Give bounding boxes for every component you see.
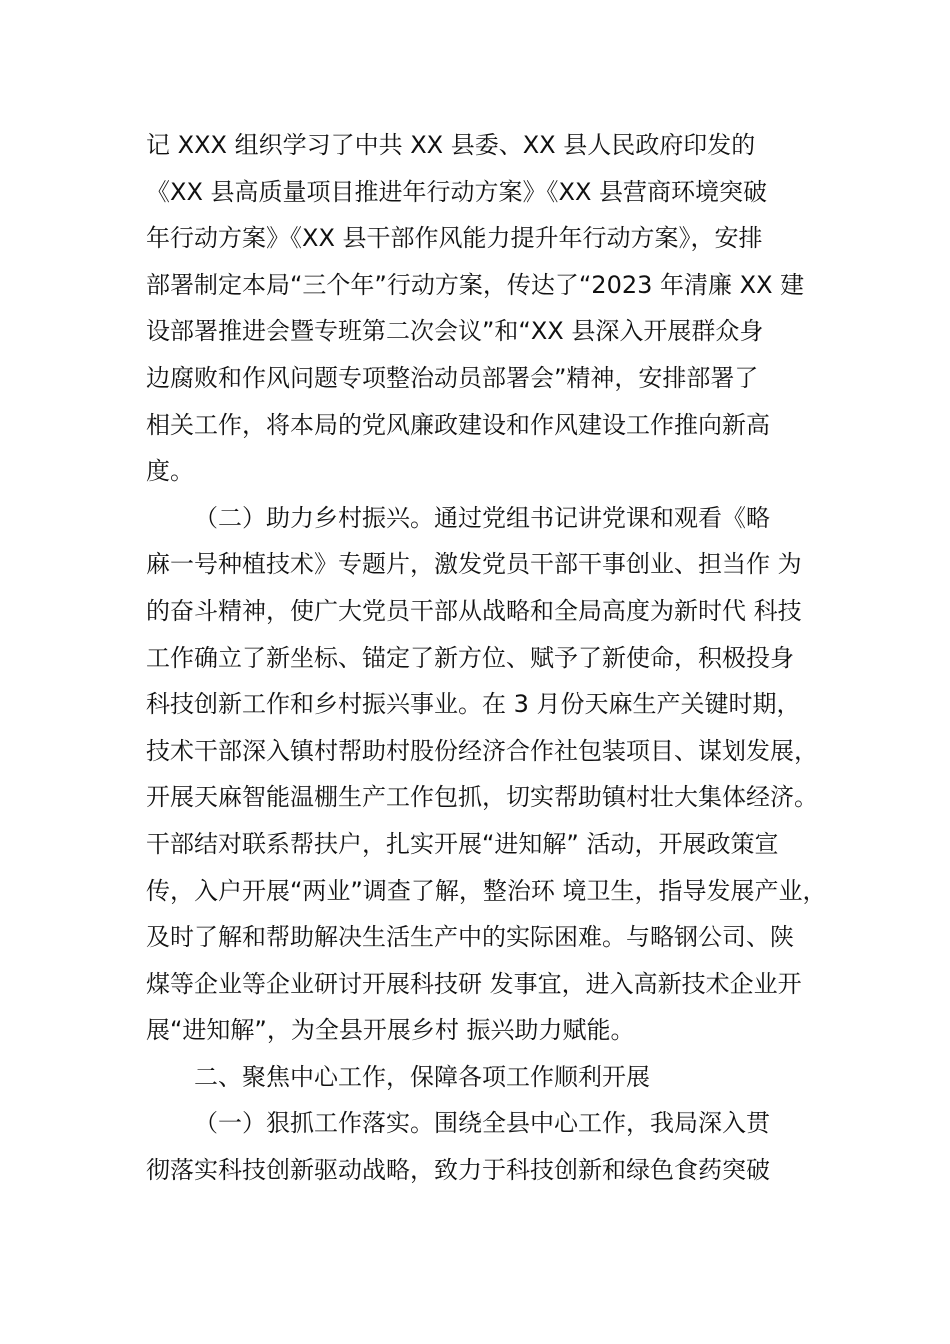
text-line-20: 展“进知解”，为全县开展乡村 振兴助力赋能。 (146, 1016, 635, 1045)
subsection-heading-implementation: （一）狠抓工作落实。围绕全县中心工作，我局深入贯 (194, 1109, 770, 1138)
text-line-19: 煤等企业等企业研讨开展科技研 发事宜，进入高新技术企业开 (146, 969, 802, 998)
text-line-5: 设部署推进会暨专班第二次会议”和“XX 县深入开展群众身 (146, 317, 764, 346)
text-line-10: 麻一号种植技术》专题片，激发党员干部干事创业、担当作 为 (146, 550, 802, 579)
text-line-7: 相关工作，将本局的党风廉政建设和作风建设工作推向新高 (146, 410, 770, 439)
text-line-17: 传，入户开展“两业”调查了解，整治环 境卫生，指导发展产业， (146, 876, 827, 905)
text-line-11: 的奋斗精神，使广大党员干部从战略和全局高度为新时代 科技 (146, 596, 802, 625)
text-line-14: 技术干部深入镇村帮助村股份经济合作社包装项目、谋划发展， (146, 736, 818, 765)
section-heading-rural-revitalization: （二）助力乡村振兴。通过党组书记讲党课和观看《略 (194, 503, 770, 532)
text-line-15: 开展天麻智能温棚生产工作包抓，切实帮助镇村壮大集体经济。 (146, 783, 818, 812)
text-line-1: 记 XXX 组织学习了中共 XX 县委、XX 县人民政府印发的 (146, 131, 756, 159)
section-heading-central-work: 二、聚焦中心工作，保障各项工作顺利开展 (194, 1062, 650, 1091)
text-line-16: 干部结对联系帮扶户，扎实开展“进知解” 活动，开展政策宣 (146, 829, 779, 858)
text-line-13: 科技创新工作和乡村振兴事业。在 3 月份天麻生产关键时期， (146, 690, 801, 719)
text-line-12: 工作确立了新坐标、锚定了新方位、赋予了新使命，积极投身 (146, 643, 794, 672)
text-line-3: 年行动方案》《XX 县干部作风能力提升年行动方案》，安排 (146, 224, 763, 253)
text-line-4: 部署制定本局“三个年”行动方案，传达了“2023 年清廉 XX 建 (146, 270, 805, 299)
text-line-8: 度。 (146, 457, 194, 486)
text-line-6: 边腐败和作风问题专项整治动员部署会”精神，安排部署了 (146, 363, 759, 392)
text-line-23: 彻落实科技创新驱动战略，致力于科技创新和绿色食药突破 (146, 1156, 770, 1185)
text-line-18: 及时了解和帮助解决生活生产中的实际困难。与略钢公司、陕 (146, 923, 794, 952)
body-text (146, 122, 846, 1194)
text-line-2: 《XX 县高质量项目推进年行动方案》《XX 县营商环境突破 (146, 177, 768, 206)
